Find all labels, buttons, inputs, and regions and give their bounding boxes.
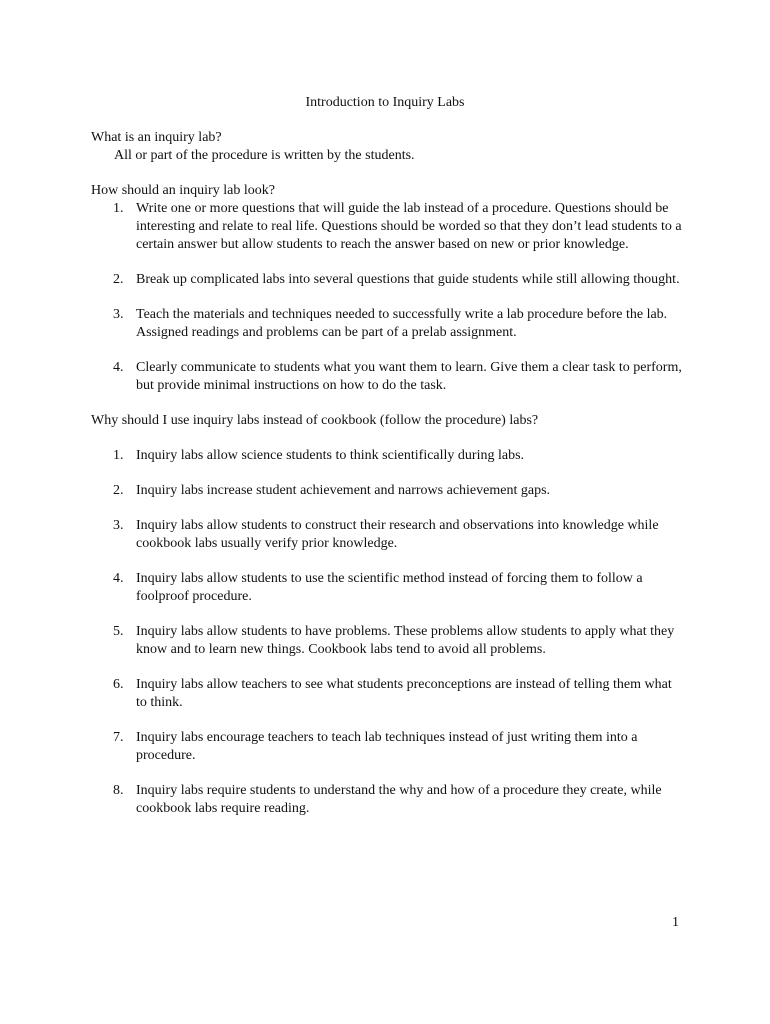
list-number: 5. (113, 624, 124, 639)
list-item (91, 570, 683, 606)
list-text: Inquiry labs allow students to have problems. These problems allow students to apply what they know and to learn new things. Cookbook labs tend to avoid all problems. (136, 624, 675, 657)
section-answer-what: All or part of the procedure is written by the students. (114, 148, 415, 163)
document-body (91, 129, 683, 835)
list-text: Inquiry labs allow students to use the scientific method instead of forcing them to follow a foolproof procedure. (136, 571, 643, 604)
list-item (91, 306, 683, 342)
list-text: Break up complicated labs into several questions that guide students while still allowing thought. (136, 272, 680, 287)
list-number: 7. (113, 730, 124, 745)
list-item (91, 200, 683, 254)
list-number: 2. (113, 483, 124, 498)
list-item (91, 482, 683, 500)
list-text: Inquiry labs increase student achievement and narrows achievement gaps. (136, 483, 551, 498)
list-number: 4. (113, 571, 124, 586)
list-text: Inquiry labs encourage teachers to teach lab techniques instead of just writing them into a procedure. (136, 730, 638, 763)
list-text: Inquiry labs allow teachers to see what students preconceptions are instead of telling them what to think. (136, 677, 672, 710)
list-text: Inquiry labs require students to understand the why and how of a procedure they create, while cookbook labs require reading. (136, 783, 662, 816)
list-item (91, 447, 683, 465)
why-list (91, 447, 683, 818)
list-number: 6. (113, 677, 124, 692)
list-text: Inquiry labs allow students to construct their research and observations into knowledge while cookbook labs usually verify prior knowledge. (136, 518, 659, 551)
list-number: 1. (113, 448, 124, 463)
page-number: 1 (672, 915, 679, 930)
section-question-what: What is an inquiry lab? (91, 130, 222, 145)
section-question-why: Why should I use inquiry labs instead of cookbook (follow the procedure) labs? (91, 413, 539, 428)
list-item (91, 676, 683, 712)
list-item (91, 271, 683, 289)
how-list (91, 200, 683, 395)
list-number: 8. (113, 783, 124, 798)
list-number: 4. (113, 360, 124, 375)
list-item (91, 623, 683, 659)
list-text: Inquiry labs allow science students to think scientifically during labs. (136, 448, 525, 463)
list-number: 3. (113, 518, 124, 533)
list-text: Write one or more questions that will guide the lab instead of a procedure. Questions should be interesting and relate to real life. Questions should be worded so that they don’t lead students to a certain answer but allow students to reach the answer based on new or prior knowledge. (136, 201, 682, 252)
list-item (91, 729, 683, 765)
list-text: Clearly communicate to students what you want them to learn. Give them a clear task to perform, but provide minimal instructions on how to do the task. (136, 360, 682, 393)
document-title: Introduction to Inquiry Labs (305, 95, 465, 110)
list-number: 1. (113, 201, 124, 216)
list-number: 2. (113, 272, 124, 287)
list-text: Teach the materials and techniques needed to successfully write a lab procedure before the lab. Assigned readings and problems can be part of a prelab assignment. (136, 307, 668, 340)
section-question-how: How should an inquiry lab look? (91, 183, 275, 198)
list-item (91, 782, 683, 818)
list-number: 3. (113, 307, 124, 322)
list-item (91, 517, 683, 553)
list-item (91, 359, 683, 395)
